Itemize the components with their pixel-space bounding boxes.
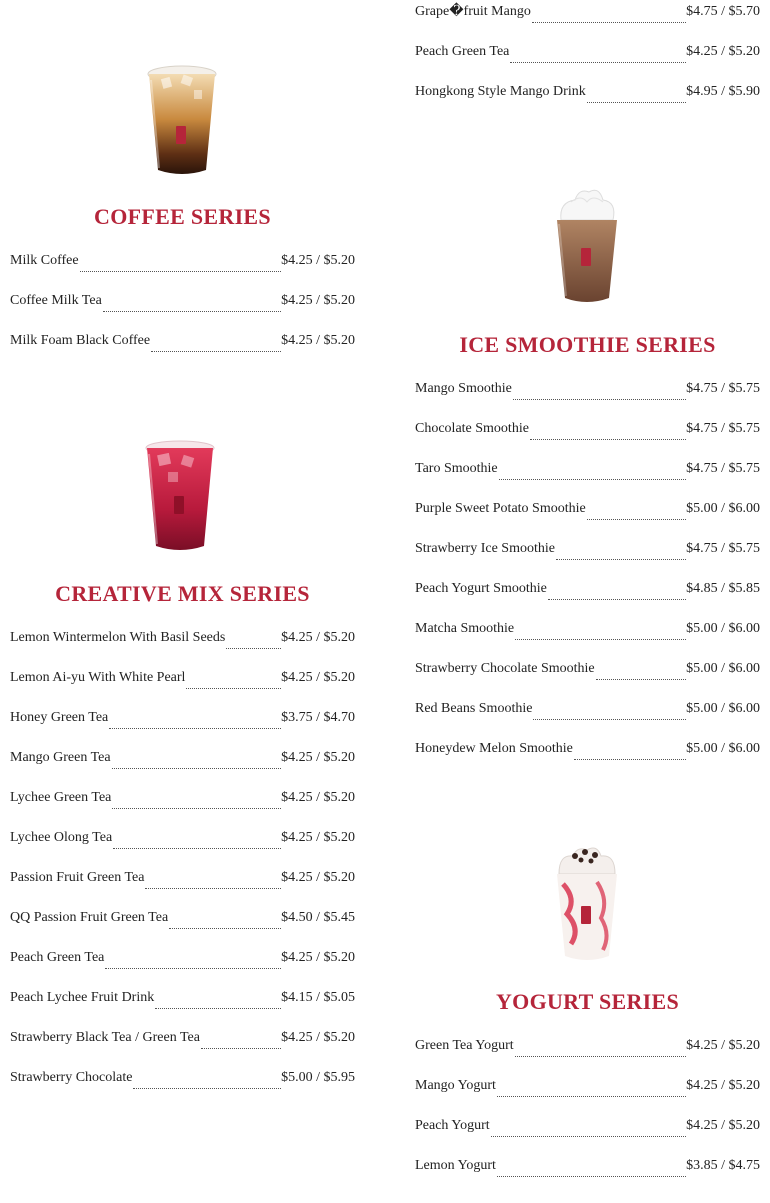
dotted-leader (113, 836, 281, 849)
menu-item-price: $4.25 / $5.20 (686, 1038, 760, 1053)
menu-item-name: Lychee Olong Tea (10, 830, 113, 845)
menu-item-price: $4.25 / $5.20 (686, 1118, 760, 1133)
menu-item-grapefruit-mango[interactable] (415, 1, 760, 21)
dotted-leader (491, 1124, 686, 1137)
menu-item-red-beans-smoothie[interactable] (415, 698, 760, 718)
ice-smoothie-series-title: ICE SMOOTHIE SERIES (459, 332, 716, 357)
menu-item-price: $4.75 / $5.75 (686, 461, 760, 476)
menu-item-price: $5.00 / $6.00 (686, 661, 760, 676)
menu-item-price: $4.25 / $5.20 (281, 1030, 355, 1045)
dotted-leader (226, 636, 281, 649)
menu-item-honey-green-tea[interactable] (10, 707, 355, 727)
menu-item-name: Matcha Smoothie (415, 621, 515, 636)
dotted-leader (533, 707, 686, 720)
menu-item-chocolate-smoothie[interactable] (415, 418, 760, 438)
menu-item-coffee-milk-tea[interactable] (10, 290, 355, 310)
dotted-leader (155, 996, 281, 1009)
menu-item-strawberry-black-green-tea[interactable] (10, 1027, 355, 1047)
menu-item-name: Strawberry Black Tea / Green Tea (10, 1030, 200, 1045)
left-menu-column (10, 0, 355, 1203)
dotted-leader (201, 1036, 281, 1049)
dotted-leader (513, 387, 686, 400)
menu-item-price: $5.00 / $6.00 (686, 501, 760, 516)
menu-item-price: $4.75 / $5.75 (686, 381, 760, 396)
menu-item-name: Coffee Milk Tea (10, 293, 102, 308)
menu-item-price: $5.00 / $6.00 (686, 621, 760, 636)
menu-item-strawberry-ice-smoothie[interactable] (415, 538, 760, 558)
dotted-leader (532, 10, 686, 23)
menu-item-price: $4.75 / $5.70 (686, 4, 760, 19)
dotted-leader (574, 747, 686, 760)
menu-item-price: $4.25 / $5.20 (281, 293, 355, 308)
dotted-leader (133, 1076, 281, 1089)
menu-item-strawberry-chocolate[interactable] (10, 1067, 355, 1087)
coffee-series-title: COFFEE SERIES (94, 204, 271, 229)
menu-item-name: Peach Yogurt (415, 1118, 490, 1133)
menu-item-peach-lychee-fruit-drink[interactable] (10, 987, 355, 1007)
menu-item-name: Mango Yogurt (415, 1078, 496, 1093)
menu-item-name: Mango Green Tea (10, 750, 111, 765)
menu-item-name: Red Beans Smoothie (415, 701, 533, 716)
menu-item-price: $4.25 / $5.20 (281, 630, 355, 645)
menu-item-lemon-yogurt[interactable] (415, 1155, 760, 1175)
menu-item-honeydew-melon-smoothie[interactable] (415, 738, 760, 758)
dotted-leader (497, 1164, 686, 1177)
menu-item-name: Milk Foam Black Coffee (10, 333, 151, 348)
menu-item-price: $3.75 / $4.70 (281, 710, 355, 725)
menu-item-milk-coffee[interactable] (10, 250, 355, 270)
menu-item-name: Lemon Wintermelon With Basil Seeds (10, 630, 226, 645)
menu-item-price: $4.25 / $5.20 (281, 253, 355, 268)
right-menu-column (415, 0, 760, 1203)
menu-item-name: Chocolate Smoothie (415, 421, 529, 436)
menu-item-qq-passion-fruit-green-tea[interactable] (10, 907, 355, 927)
menu-item-matcha-smoothie[interactable] (415, 618, 760, 638)
red-fruit-tea-cup-image (140, 436, 220, 554)
menu-item-price: $4.50 / $5.45 (281, 910, 355, 925)
menu-item-name: Peach Green Tea (415, 44, 510, 59)
menu-item-name: Mango Smoothie (415, 381, 512, 396)
menu-item-name: Purple Sweet Potato Smoothie (415, 501, 586, 516)
menu-item-strawberry-chocolate-smoothie[interactable] (415, 658, 760, 678)
menu-item-peach-green-tea[interactable] (10, 947, 355, 967)
dotted-leader (556, 547, 686, 560)
menu-item-price: $4.15 / $5.05 (281, 990, 355, 1005)
dotted-leader (596, 667, 686, 680)
dotted-leader (186, 676, 281, 689)
menu-item-peach-yogurt[interactable] (415, 1115, 760, 1135)
dotted-leader (80, 259, 282, 272)
menu-item-name: Peach Yogurt Smoothie (415, 581, 547, 596)
menu-item-name: Lemon Yogurt (415, 1158, 496, 1173)
menu-item-name: Taro Smoothie (415, 461, 498, 476)
menu-item-lychee-green-tea[interactable] (10, 787, 355, 807)
menu-item-price: $5.00 / $5.95 (281, 1070, 355, 1085)
menu-item-price: $4.25 / $5.20 (686, 1078, 760, 1093)
menu-item-name: Peach Lychee Fruit Drink (10, 990, 155, 1005)
dotted-leader (510, 50, 686, 63)
menu-item-milk-foam-black-coffee[interactable] (10, 330, 355, 350)
menu-item-hongkong-mango-drink[interactable] (415, 81, 760, 101)
strawberry-yogurt-cup-image (547, 844, 627, 964)
dotted-leader (145, 876, 281, 889)
menu-item-peach-yogurt-smoothie[interactable] (415, 578, 760, 598)
yogurt-series-title: YOGURT SERIES (495, 989, 680, 1014)
menu-item-price: $4.95 / $5.90 (686, 84, 760, 99)
menu-item-lychee-olong-tea[interactable] (10, 827, 355, 847)
menu-item-mango-yogurt[interactable] (415, 1075, 760, 1095)
dotted-leader (497, 1084, 686, 1097)
menu-item-price: $4.85 / $5.85 (686, 581, 760, 596)
menu-item-price: $4.25 / $5.20 (281, 870, 355, 885)
chocolate-smoothie-cup-image (547, 186, 627, 306)
menu-item-name: Lychee Green Tea (10, 790, 112, 805)
dotted-leader (169, 916, 281, 929)
menu-item-passion-fruit-green-tea[interactable] (10, 867, 355, 887)
menu-item-price: $4.25 / $5.20 (281, 670, 355, 685)
menu-item-purple-sweet-potato-smoothie[interactable] (415, 498, 760, 518)
menu-item-green-tea-yogurt[interactable] (415, 1035, 760, 1055)
menu-item-name: Strawberry Chocolate Smoothie (415, 661, 595, 676)
menu-item-name: Green Tea Yogurt (415, 1038, 514, 1053)
menu-item-name: Passion Fruit Green Tea (10, 870, 145, 885)
dotted-leader (112, 756, 281, 769)
menu-item-price: $4.25 / $5.20 (281, 750, 355, 765)
menu-item-lemon-ai-yu[interactable] (10, 667, 355, 687)
menu-item-name: Honeydew Melon Smoothie (415, 741, 573, 756)
dotted-leader (530, 427, 686, 440)
menu-item-name: QQ Passion Fruit Green Tea (10, 910, 169, 925)
menu-item-name: Grape�fruit Mango (415, 4, 531, 19)
dotted-leader (105, 956, 281, 969)
menu-item-price: $4.25 / $5.20 (281, 830, 355, 845)
menu-item-price: $5.00 / $6.00 (686, 741, 760, 756)
menu-item-mango-green-tea[interactable] (10, 747, 355, 767)
menu-item-price: $4.25 / $5.20 (281, 950, 355, 965)
menu-item-price: $4.75 / $5.75 (686, 421, 760, 436)
menu-item-lemon-wintermelon[interactable] (10, 627, 355, 647)
dotted-leader (499, 467, 686, 480)
menu-item-name: Lemon Ai-yu With White Pearl (10, 670, 186, 685)
menu-item-price: $3.85 / $4.75 (686, 1158, 760, 1173)
menu-item-name: Strawberry Ice Smoothie (415, 541, 555, 556)
dotted-leader (515, 627, 686, 640)
menu-item-price: $4.25 / $5.20 (686, 44, 760, 59)
menu-item-taro-smoothie[interactable] (415, 458, 760, 478)
menu-item-peach-green-tea-2[interactable] (415, 41, 760, 61)
menu-item-name: Honey Green Tea (10, 710, 109, 725)
menu-item-name: Strawberry Chocolate (10, 1070, 133, 1085)
menu-item-name: Hongkong Style Mango Drink (415, 84, 586, 99)
creative-mix-series-title: CREATIVE MIX SERIES (55, 581, 310, 606)
menu-item-name: Peach Green Tea (10, 950, 105, 965)
menu-item-price: $4.75 / $5.75 (686, 541, 760, 556)
menu-item-name: Milk Coffee (10, 253, 79, 268)
menu-item-price: $4.25 / $5.20 (281, 333, 355, 348)
dotted-leader (515, 1044, 686, 1057)
dotted-leader (112, 796, 281, 809)
menu-item-mango-smoothie[interactable] (415, 378, 760, 398)
dotted-leader (548, 587, 686, 600)
dotted-leader (109, 716, 281, 729)
dotted-leader (103, 299, 281, 312)
dotted-leader (587, 90, 686, 103)
iced-milk-coffee-cup-image (142, 60, 222, 178)
dotted-leader (587, 507, 686, 520)
menu-item-price: $5.00 / $6.00 (686, 701, 760, 716)
menu-item-price: $4.25 / $5.20 (281, 790, 355, 805)
dotted-leader (151, 339, 281, 352)
